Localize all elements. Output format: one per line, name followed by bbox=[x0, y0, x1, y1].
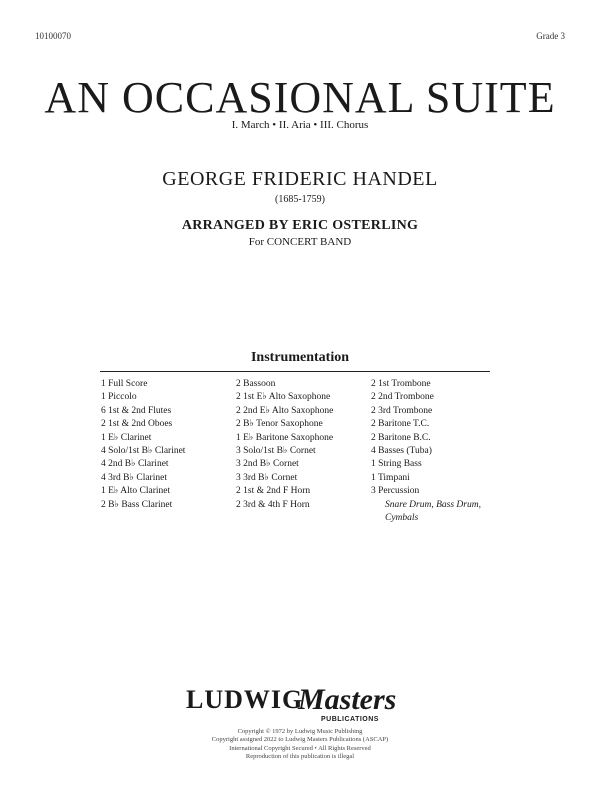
copyright-line: Copyright assigned 2022 to Ludwig Masters Publications (ASCAP) bbox=[211, 736, 389, 744]
ensemble-label: For CONCERT BAND bbox=[248, 236, 352, 248]
instrument-item: 2 1st Trombone bbox=[371, 379, 431, 389]
composer-name: GEORGE FRIDERIC HANDEL bbox=[162, 168, 438, 190]
instrument-item: 4 Solo/1st B♭ Clarinet bbox=[101, 446, 186, 457]
instrument-item: 4 Basses (Tuba) bbox=[371, 446, 432, 457]
instrument-item: 2 1st & 2nd Oboes bbox=[101, 419, 173, 430]
logo-wordmark-masters: Masters bbox=[298, 683, 397, 716]
instrument-item: 2 1st & 2nd F Horn bbox=[236, 486, 311, 497]
copyright-line: Copyright © 1972 by Ludwig Music Publishing bbox=[237, 728, 363, 735]
copyright-line: Reproduction of this publication is illegal bbox=[245, 753, 355, 761]
catalog-number: 10100070 bbox=[35, 31, 71, 41]
instrument-item: 1 Piccolo bbox=[101, 392, 137, 403]
arranger-credit: ARRANGED BY ERIC OSTERLING bbox=[181, 218, 419, 233]
instrument-item: 1 E♭ Baritone Saxophone bbox=[236, 432, 334, 443]
copyright-block bbox=[0, 728, 600, 762]
publisher-logo-graphic bbox=[180, 676, 420, 724]
instrument-item: 1 String Bass bbox=[371, 459, 422, 470]
instrument-item: 2 Baritone T.C. bbox=[371, 419, 430, 430]
instrument-item: 1 Timpani bbox=[371, 472, 410, 483]
logo-wordmark-ludwig: LUDWIG bbox=[186, 685, 304, 714]
instrumentation-rule bbox=[100, 371, 490, 372]
instrument-item: 1 E♭ Clarinet bbox=[101, 432, 152, 443]
publisher-logo bbox=[0, 676, 600, 724]
instrument-item: 2 3rd Trombone bbox=[371, 405, 433, 416]
movements-subtitle: I. March • II. Aria • III. Chorus bbox=[231, 119, 369, 131]
instrument-item: 3 2nd B♭ Cornet bbox=[236, 459, 299, 470]
instrument-item: 2 1st E♭ Alto Saxophone bbox=[236, 392, 331, 403]
page-title: AN OCCASIONAL SUITE bbox=[44, 73, 556, 122]
logo-publications: PUBLICATIONS bbox=[321, 716, 379, 723]
instrument-item: 2 B♭ Tenor Saxophone bbox=[236, 419, 323, 430]
instrument-item: 3 Percussion bbox=[371, 486, 420, 497]
instrument-item: 2 2nd Trombone bbox=[371, 392, 434, 403]
copyright-line: International Copyright Secured • All Rights Reserved bbox=[229, 744, 371, 752]
instrument-item: 4 3rd B♭ Clarinet bbox=[101, 472, 167, 483]
instrument-column-2 bbox=[236, 378, 333, 512]
percussion-note: Snare Drum, Bass Drum, bbox=[385, 499, 481, 510]
instrument-item: 2 3rd & 4th F Horn bbox=[236, 499, 310, 510]
percussion-note: Cymbals bbox=[385, 513, 419, 524]
composer-dates: (1685-1759) bbox=[275, 194, 325, 205]
instrument-item: 4 2nd B♭ Clarinet bbox=[101, 459, 169, 470]
instrumentation-heading: Instrumentation bbox=[250, 350, 349, 365]
instrument-item: 2 B♭ Bass Clarinet bbox=[101, 499, 173, 510]
instrument-column-1 bbox=[101, 378, 185, 512]
instrument-item: 2 Bassoon bbox=[236, 379, 276, 389]
instrument-item: 3 Solo/1st B♭ Cornet bbox=[236, 446, 316, 457]
instrument-item: 1 Full Score bbox=[101, 379, 148, 389]
instrument-item: 3 3rd B♭ Cornet bbox=[236, 472, 298, 483]
instrument-item: 2 Baritone B.C. bbox=[371, 432, 431, 443]
instrument-item: 2 2nd E♭ Alto Saxophone bbox=[236, 405, 334, 416]
instrument-item: 1 E♭ Alto Clarinet bbox=[101, 486, 171, 497]
instrument-column-3 bbox=[371, 378, 481, 525]
grade-label: Grade 3 bbox=[536, 31, 565, 41]
instrument-item: 6 1st & 2nd Flutes bbox=[101, 405, 172, 416]
